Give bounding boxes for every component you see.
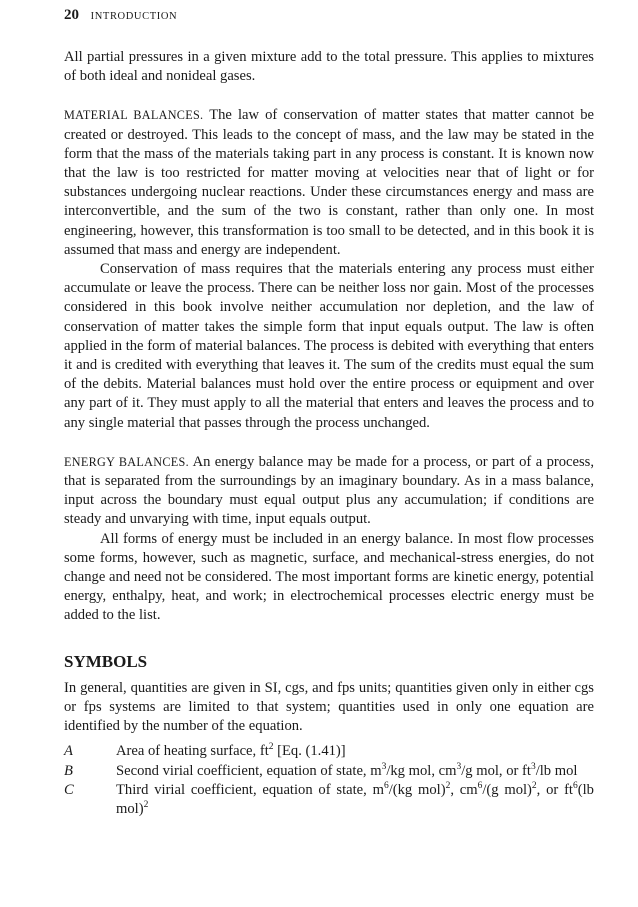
paragraph-gap [64, 86, 594, 106]
superscript: 6 [573, 780, 578, 791]
definition-text: /(kg mol) [388, 781, 446, 798]
energy-balances-paragraph-2: All forms of energy must be included in an energy balance. In most flow processes some forms, however, such as magnetic, surface, and mechanical-stress energies, do not change and need not be considered. The most important forms are kinetic energy, potential energy, enthalpy, heat, and work; in electrochemical processes electric energy must be added to the list. [64, 530, 594, 624]
definition-text: (lb mol) [116, 781, 594, 817]
superscript: 2 [531, 780, 537, 791]
energy-balances-text-1: An energy balance may be made for a process, or part of a process, that is separated from the surroundings by an imaginary boundary. As in a mass balance, input across the boundary must equal output plus any accumulation; if conditions are steady and unvarying with time, input equals output. [64, 453, 594, 528]
paragraph-gap [64, 433, 594, 453]
definition-text: Third virial coefficient, equation of state, m [116, 781, 384, 798]
superscript: 3 [456, 761, 462, 772]
symbol-letter: B [64, 762, 73, 779]
superscript: 2 [445, 780, 451, 791]
symbol-letter: C [64, 781, 74, 798]
symbol-letter: A [64, 743, 73, 760]
superscript: 2 [268, 742, 274, 753]
symbol-entry [64, 762, 594, 781]
symbol-definition [116, 742, 594, 761]
superscript: 2 [143, 800, 149, 811]
definition-text: /g mol, or ft [461, 762, 531, 779]
definition-text: /(g mol) [482, 781, 532, 798]
symbols-intro: In general, quantities are given in SI, cgs, and fps units; quantities given only in either cgs or fps systems are limited to that system; quantities used in only one equation are identified by the number of the equation. [64, 679, 594, 735]
page-number: 20 [64, 7, 79, 23]
intro-paragraph: All partial pressures in a given mixture add to the total pressure. This applies to mixtures of both ideal and nonideal gases. [64, 49, 594, 85]
superscript: 3 [381, 761, 387, 772]
material-balances-text-1: The law of conservation of matter states that matter cannot be created or destroyed. This leads to the concept of mass, and the law may be stated in the form that the mass of the materials taking part in any process is constant. It is known now that the law is too restricted for matter moving at velocities near that of light or for substances undergoing nuclear reactions. Under these circumstances energy and mass are interconvertible, and the sum of the two is constant, rather than only one. In most engineering, however, this transformation is too small to be detected, and in this book it is assumed that mass and energy are independent. [64, 107, 595, 258]
definition-text: /kg mol, cm [386, 762, 457, 779]
definition-text: Area of heating surface, ft [116, 743, 269, 760]
symbol-entry [64, 781, 594, 819]
superscript: 6 [383, 780, 389, 791]
superscript: 6 [477, 780, 483, 791]
symbol-definition [116, 781, 594, 819]
running-title: INTRODUCTION [90, 11, 178, 22]
definition-text: /lb mol [535, 762, 578, 779]
definition-text: [Eq. (1.41)] [273, 743, 346, 760]
symbol-entry [64, 742, 594, 761]
material-balances-heading: MATERIAL BALANCES. [64, 108, 204, 123]
energy-balances-paragraph-1 [64, 453, 594, 530]
symbol-list [64, 742, 594, 819]
definition-text: , cm [450, 781, 478, 798]
material-balances-paragraph-1 [64, 106, 594, 260]
definition-text: Second virial coefficient, equation of state, m [116, 762, 382, 779]
material-balances-paragraph-2: Conservation of mass requires that the materials entering any process must either accumulate or leave the process. There can be neither loss nor gain. Most of the processes considered in this book involve neither accumulation nor depletion, and the law of conservation of matter takes the simple form that input equals output. The law is often applied in the form of material balances. The process is debited with everything that enters it and is credited with everything that leaves it. The sum of the credits must equal the sum of the debits. Material balances must hold over the entire process or equipment and over any part of it. They must apply to all the material that enters and leaves the process and to any single material that passes through the process unchanged. [64, 261, 594, 431]
symbols-section-title: SYMBOLS [64, 651, 148, 671]
symbol-definition [116, 762, 594, 781]
definition-text: , or ft [536, 781, 573, 798]
superscript: 3 [530, 761, 536, 772]
running-head [64, 6, 594, 28]
energy-balances-heading: ENERGY BALANCES. [64, 454, 189, 469]
